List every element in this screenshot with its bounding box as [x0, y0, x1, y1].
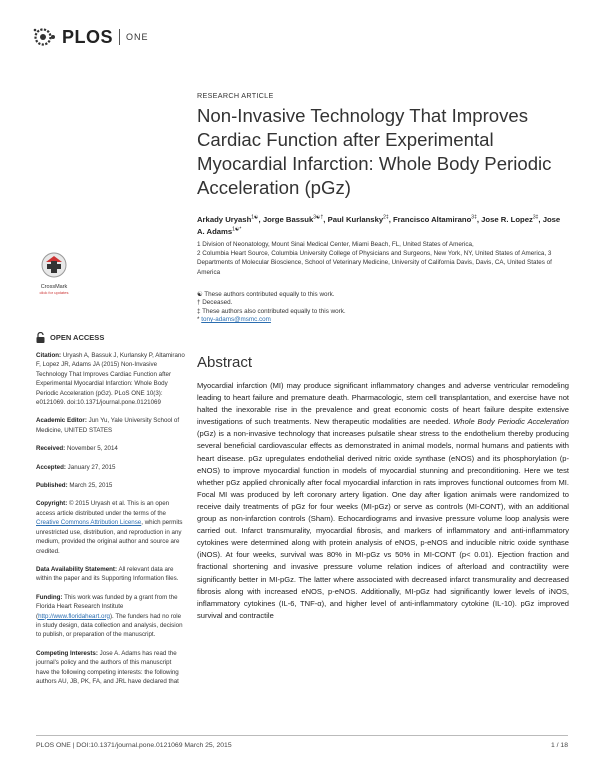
author-name: Arkady Uryash — [197, 214, 252, 224]
funding-label: Funding: — [36, 593, 63, 601]
crossmark-sublabel: click for updates — [39, 290, 69, 295]
note-deceased: † Deceased. — [197, 299, 233, 307]
open-access-badge — [36, 332, 104, 343]
abstract-text: Myocardial infarction (MI) may produce significant inflammatory changes and adverse ventricular remodeling leading to heart failure and premature death. Pharmacologic, stem cell transplantation, and exercise have not halted the inexorable rise in the prevalence and great economic costs of heart failure despite extensive investigations of such treatments. New therapeutic modalities are needed. — [197, 381, 569, 427]
abstract-emphasis: Whole Body Periodic Acceleration — [453, 417, 570, 427]
footer-citation: PLOS ONE | DOI:10.1371/journal.pone.0121069 March 25, 2015 — [36, 742, 232, 749]
email-link[interactable]: tony-adams@msmc.com — [201, 316, 271, 324]
published-label: Published: — [36, 482, 68, 490]
affiliations — [197, 240, 567, 277]
plos-mark-icon — [32, 26, 58, 48]
editor-text: Jun Yu, Yale University School of Medicine, UNITED STATES — [36, 417, 180, 434]
journal-name: ONE — [126, 32, 149, 42]
author-affiliation-marker: 3☯† — [313, 214, 324, 220]
corresponding-email — [197, 316, 567, 324]
accepted-value: January 27, 2015 — [67, 463, 116, 471]
crossmark-label: CrossMark — [40, 284, 68, 290]
abstract-heading: Abstract — [197, 354, 253, 371]
crossmark-icon — [40, 252, 68, 278]
logo-divider — [119, 29, 120, 45]
abstract-text-cont: (pGz) is a non-invasive technology that increases pulsatile shear stress to the endothelium thereby producing several beneficial cardiovascular effects as demonstrated in animal models, normal humans and patients with heart disease. pGz upregulates endothelial derived nitric oxide synthase (eNOS) and its phosphorylation (p-eNOS) to improve myocardial function in models of myocardial stunning and preconditioning. Here we test whether pGz applied chronically after focal myocardial infarction in rats improves functional outcomes from MI. Focal MI was produced by left coronary artery ligation. One day after ligation animals were randomized to receive daily treatments of pGz for four weeks (MI-pGz) or serve as controls (MI-CONT), with an additional group as non-infarction controls (Sham). Echocardiograms and invasive pressure volume loop analysis were carried out. Infarct transmurality, myocardial fibrosis, and markers of inflammatory and anti-inflammatory cytokines were determined along with protein analysis of eNOS, p-eNOS and inducible nitric oxide synthase (iNOS). At four weeks, survival was 80% in MI-pGz vs 50% in MI-CONT (p< 0.01). Ejection fraction and fractional shortening and invasive pressure volume relation indices of afterload and contractility were significantly better in MI-pGz. The latter where associated with decreased infarct transmurality and decreased fibrosis along with increased eNOS, p-eNOS. Additionally, MI-pGz had significantly lower levels of iNOS, inflammatory cytokines (IL-6, TNF-α), and higher level of anti-inflammatory cytokine (IL-10). pGz improved survival and contractile — [197, 429, 569, 620]
brand-name: PLOS — [62, 26, 114, 47]
author-affiliation-marker: 3‡ — [471, 214, 477, 220]
funding — [36, 593, 186, 640]
competing-label: Competing Interests: — [36, 649, 98, 657]
author-notes — [197, 291, 567, 325]
author-name: Jorge Bassuk — [262, 214, 314, 224]
copyright-text: © 2015 Uryash et al. This is an open access article distributed under the terms of the — [36, 500, 170, 517]
author[interactable] — [328, 215, 393, 224]
author-name: Jose A. Adams — [197, 214, 561, 237]
citation-label: Citation: — [36, 352, 62, 359]
received-date — [36, 444, 186, 453]
received-label: Received: — [36, 445, 66, 453]
author-name: Jose R. Lopez — [481, 214, 533, 224]
article-metadata — [36, 351, 186, 695]
copyright-label: Copyright: — [36, 500, 68, 508]
plos-logo[interactable] — [32, 26, 149, 48]
affiliation-line: 2 Columbia Heart Source, Columbia University College of Physicians and Surgeons, New York, NY, United States of America, 3 Departments of Molecular Bioscience, School of Veterinary Medicine, University of California Davis, Davis, CA, United States of America — [197, 250, 552, 276]
author-affiliation-marker: 3‡ — [532, 214, 539, 220]
author-name: Paul Kurlansky — [327, 214, 384, 224]
accepted-label: Accepted: — [36, 463, 66, 471]
license-link[interactable]: Creative Commons Attribution License — [36, 519, 142, 527]
author-affiliation-marker: 1☯* — [232, 226, 242, 233]
crossmark-badge[interactable] — [36, 252, 72, 295]
article-title: Non-Invasive Technology That Improves Cardiac Function after Experimental Myocardial Infarction: Whole Body Periodic Acceleration (pGz) — [197, 105, 552, 198]
open-access-label: OPEN ACCESS — [50, 333, 105, 342]
competing-text: Jose A. Adams has read the journal's policy and the authors of this manuscript have the following competing interests: the following authors AU, JB, PK, FA, and JRL have declared that — [36, 649, 179, 685]
affiliation-line: 1 Division of Neonatology, Mount Sinai Medical Center, Miami Beach, FL, United States of America, — [197, 241, 474, 248]
citation — [36, 351, 186, 407]
funding-text: This work was funded by a grant from the Florida Heart Research Institute ( — [36, 593, 178, 620]
author-separator: , — [538, 214, 543, 224]
author-name: Francisco Altamirano — [392, 214, 472, 224]
article-type: RESEARCH ARTICLE — [197, 91, 274, 100]
author[interactable] — [197, 215, 263, 224]
page-number: 1 / 18 — [550, 742, 568, 749]
funding-text-end: ). The funders had no role in study design, data collection and analysis, decision to publish, or preparation of the manuscript. — [36, 612, 183, 639]
author-separator: , — [258, 214, 263, 224]
footer-divider — [36, 735, 568, 736]
author-list — [197, 212, 567, 237]
author-affiliation-marker: 2‡ — [383, 214, 389, 220]
accepted-date — [36, 463, 186, 472]
note-equal-contribution: ☯ These authors contributed equally to this work. — [197, 291, 335, 298]
received-value: November 5, 2014 — [66, 445, 118, 453]
copyright-text-end: , which permits unrestricted use, distribution, and reproduction in any medium, provided the original author and source are credited. — [36, 519, 183, 555]
published-value: March 25, 2015 — [69, 482, 113, 490]
note-also-equal: ‡ These authors also contributed equally to this work. — [197, 307, 346, 315]
academic-editor — [36, 416, 186, 435]
author-separator: , — [476, 214, 482, 224]
open-lock-icon — [36, 332, 45, 343]
published-date — [36, 481, 186, 490]
data-availability — [36, 565, 186, 584]
data-availability-label: Data Availability Statement: — [36, 565, 118, 573]
abstract-body — [197, 380, 569, 622]
author-affiliation-marker: 1☯ — [251, 214, 259, 220]
author-separator: , — [323, 214, 328, 224]
author[interactable] — [481, 215, 543, 224]
competing-interests — [36, 649, 186, 687]
funding-link[interactable]: http://www.floridaheart.org — [38, 612, 110, 620]
copyright — [36, 499, 186, 555]
editor-label: Academic Editor: — [36, 417, 87, 425]
email-marker: * — [197, 316, 202, 324]
author[interactable] — [263, 215, 328, 224]
data-availability-text: All relevant data are within the paper and its Supporting Information files. — [36, 565, 179, 583]
author-separator: , — [388, 214, 393, 224]
citation-text: Uryash A, Bassuk J, Kurlansky P, Altamirano F, Lopez JR, Adams JA (2015) Non-Invasive Technology That Improves Cardiac Function after Experimental Myocardial Infarction: Whole Body Periodic Acceleration (pGz). PLoS ONE 10(3): e0121069. doi:10.1371/journal.pone.0121069 — [36, 352, 185, 407]
author[interactable] — [393, 215, 481, 224]
